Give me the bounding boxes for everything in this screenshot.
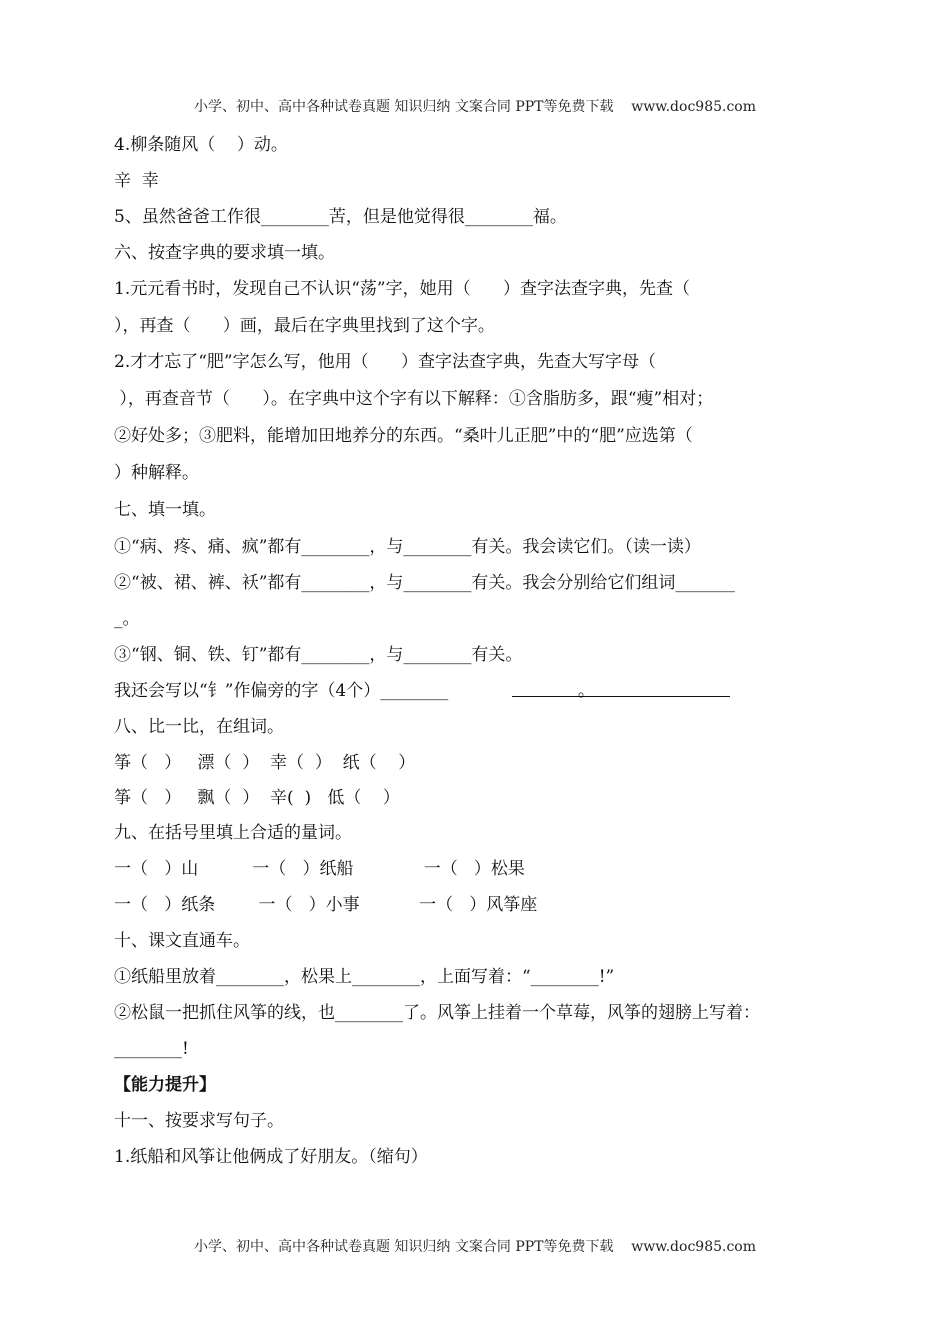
q5-xinku: 5、虽然爸爸工作很________苦，但是他觉得很________福。 — [114, 207, 567, 227]
s6-q2-line3: ②好处多；③肥料，能增加田地养分的东西。“桑叶儿正肥”中的“肥”应选第（ — [114, 426, 693, 446]
answer-underline — [512, 696, 730, 697]
s10-item2-line1: ②松鼠一把抓住风筝的线，也________了。风筝上挂着一个草莓，风筝的翅膀上写着： — [114, 1003, 760, 1023]
section-6-heading: 六、按查字典的要求填一填。 — [114, 243, 335, 263]
s8-row2: 筝（ ） 飘（ ） 辛( ) 低（ ） — [114, 788, 400, 808]
q4-liutiao: 4.柳条随风（ ）动。 — [114, 135, 288, 155]
s11-q1: 1.纸船和风筝让他俩成了好朋友。（缩句） — [114, 1147, 428, 1167]
s7-item3: ③“钢、铜、铁、钉”都有________，与________有关。 — [114, 645, 523, 665]
s9-row2: 一（ ）纸条 一（ ）小事 一（ ）风筝座 — [114, 895, 538, 915]
s10-item2-line2: ________! — [114, 1039, 189, 1059]
section-10-heading: 十、课文直通车。 — [114, 931, 250, 951]
s6-q1-line2: ），再查（ ）画，最后在字典里找到了这个字。 — [114, 316, 495, 336]
s7-item2-line2: _。 — [114, 609, 140, 629]
section-8-heading: 八、比一比，在组词。 — [114, 717, 284, 737]
s6-q2-line4: ）种解释。 — [114, 463, 199, 483]
ability-heading: 【能力提升】 — [114, 1075, 216, 1095]
s6-q1-line1: 1.元元看书时，发现自己不认识“荡”字，她用（ ）查字法查字典，先查（ — [114, 279, 691, 299]
char-pair-xin: 辛 幸 — [114, 171, 159, 191]
section-7-heading: 七、填一填。 — [114, 500, 216, 520]
s8-row1: 筝（ ） 漂（ ） 幸（ ） 纸（ ） — [114, 753, 416, 773]
s7-write-chars: 我还会写以“钅”作偏旁的字（4个）________ 。 — [114, 681, 595, 701]
s9-row1: 一（ ）山 一（ ）纸船 一（ ）松果 — [114, 859, 525, 879]
page-header: 小学、初中、高中各种试卷真题 知识归纳 文案合同 PPT等免费下载 www.doc985.com — [193, 99, 756, 115]
s10-item1: ①纸船里放着________，松果上________，上面写着：“________!” — [114, 967, 615, 987]
section-11-heading: 十一、按要求写句子。 — [114, 1111, 284, 1131]
s7-item2-line1: ②“被、裙、裤、袄”都有________，与________有关。我会分别给它们组词_______ — [114, 573, 735, 593]
s6-q2-line2: ），再查音节（ ）。在字典中这个字有以下解释：①含脂肪多，跟“瘦”相对； — [114, 389, 714, 409]
section-9-heading: 九、在括号里填上合适的量词。 — [114, 823, 352, 843]
s6-q2-line1: 2.才才忘了“肥”字怎么写，他用（ ）查字法查字典，先查大写字母（ — [114, 352, 657, 372]
page-footer: 小学、初中、高中各种试卷真题 知识归纳 文案合同 PPT等免费下载 www.doc985.com — [193, 1239, 756, 1255]
s7-item1: ①“病、疼、痛、疯”都有________，与________有关。我会读它们。（读一读） — [114, 537, 701, 557]
